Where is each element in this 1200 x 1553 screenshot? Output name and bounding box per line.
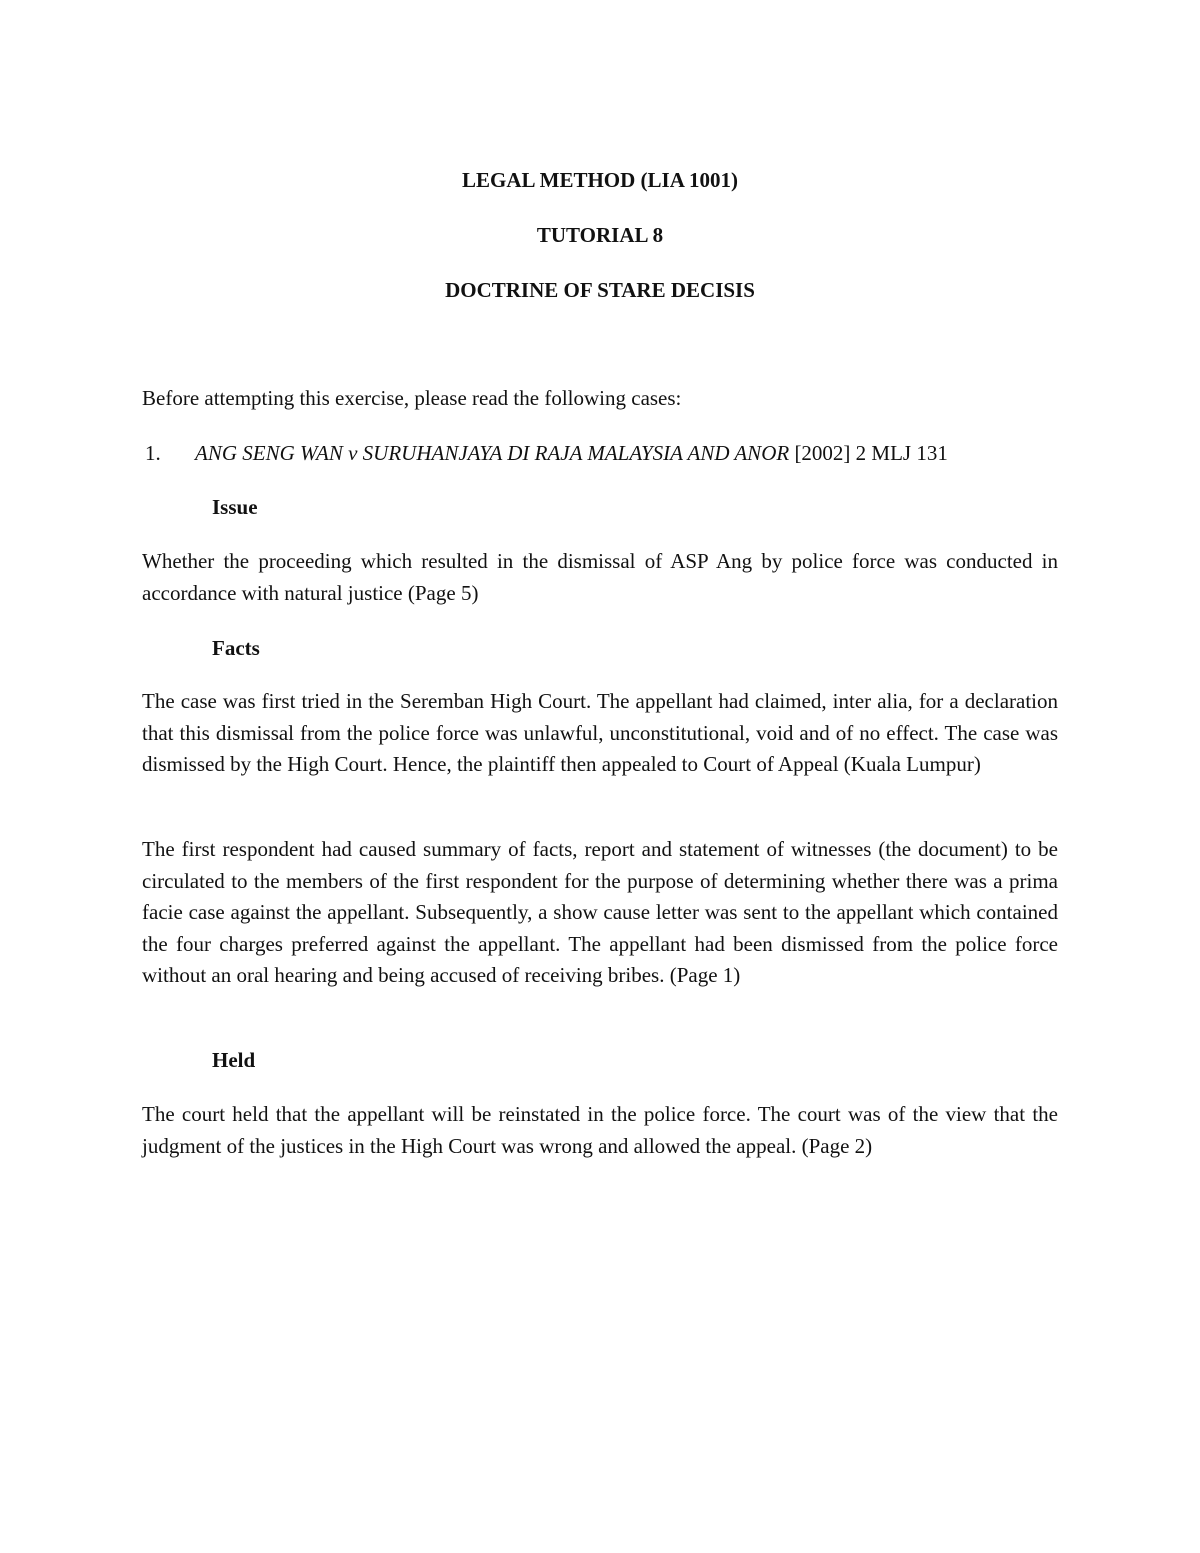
case-reference: [145, 441, 1105, 465]
held-heading: Held: [212, 1048, 256, 1072]
issue-heading: Issue: [212, 495, 258, 519]
intro-text: Before attempting this exercise, please read the following cases:: [142, 386, 682, 410]
facts-heading: Facts: [212, 636, 260, 660]
facts-paragraph-2: The first respondent had caused summary of facts, report and statement of witnesses (the document) to be circulated to the members of the first respondent for the purpose of determining whether there was a prima facie case against the appellant. Subsequently, a show cause letter was sent to the appellant which contained the four charges preferred against the appellant. The appellant had been dismissed from the police force without an oral hearing and being accused of receiving bribes. (Page 1): [142, 837, 1058, 987]
held-text: The court held that the appellant will be reinstated in the police force. The court was of the view that the judgment of the justices in the High Court was wrong and allowed the appeal. (Page 2): [142, 1102, 1058, 1158]
case-number: 1.: [145, 441, 161, 465]
issue-text: Whether the proceeding which resulted in the dismissal of ASP Ang by police force was conducted in accordance with natural justice (Page 5): [142, 549, 1058, 605]
case-citation: [2002] 2 MLJ 131: [789, 441, 948, 465]
course-title: LEGAL METHOD (LIA 1001): [462, 168, 738, 192]
case-name: ANG SENG WAN v SURUHANJAYA DI RAJA MALAYSIA AND ANOR: [195, 441, 790, 465]
topic-title: DOCTRINE OF STARE DECISIS: [445, 278, 755, 302]
tutorial-title: TUTORIAL 8: [536, 223, 664, 247]
facts-paragraph-1: The case was first tried in the Seremban High Court. The appellant had claimed, inter alia, for a declaration that this dismissal from the police force was unlawful, unconstitutional, void and of no effect. The case was dismissed by the High Court. Hence, the plaintiff then appealed to Court of Appeal (Kuala Lumpur): [142, 689, 1058, 776]
